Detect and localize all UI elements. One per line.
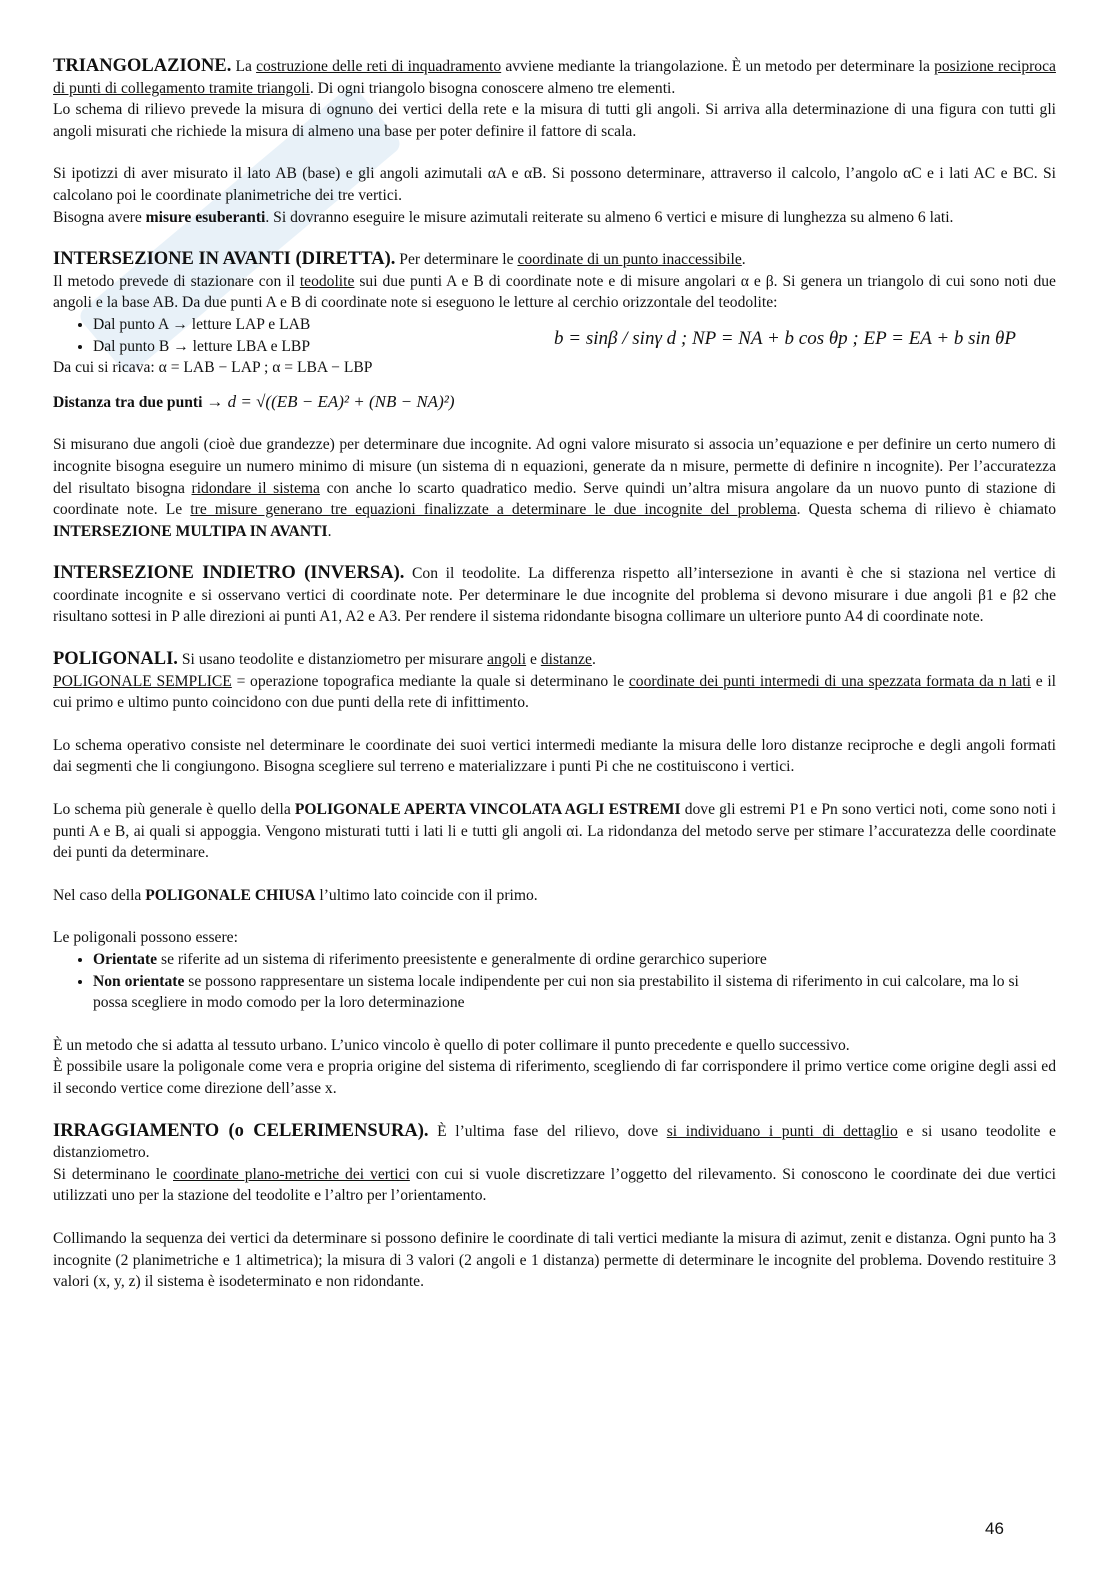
- triangolazione-esuberanti: Bisogna avere misure esuberanti. Si dovranno eseguire le misure azimutali reiterate su almeno 6 vertici e misure di lunghezza su almeno 6 lati.: [53, 208, 954, 226]
- distanza-line: Distanza tra due punti → d = √((EB − EA)² + (NB − NA)²): [53, 391, 455, 411]
- poligonali-chiusa: Nel caso della POLIGONALE CHIUSA l’ultimo lato coincide con il primo.: [53, 886, 538, 904]
- triangolazione-heading: TRIANGOLAZIONE.: [53, 56, 232, 76]
- irraggiamento-collimando: Collimando la sequenza dei vertici da determinare si possono definire le coordinate di tali vertici mediante la misura di azimut, zenit e distanza. Ogni punto ha 3 incognite (2 planimetriche e 1 altimetrica); la misura di 3 valori (2 angoli e 1 distanza) permette di determinare le incognite del problema. Dovendo restituire 3 valori (x, y, z) il sistema è isodeterminato e non ridondante.: [53, 1229, 1056, 1291]
- avanti-ridondanza: Si misurano due angoli (cioè due grandezze) per determinare due incognite. Ad ogni valore misurato si associa un’equazione e per definire un certo numero di incognite bisogna eseguire un numero minimo di misure (un sistema di n equazioni, generate da n misure, permette di definire n incognite). Per l’accuratezza del risultato bisogna ridondare il sistema con anche lo scarto quadratico medio. Serve quindi un’altra misura angolare da un nuovo punto di stazione di coordinate note. Le tre misure generano tre equazioni finalizzate a determinare le due incognite del problema. Questa schema di rilievo è chiamato INTERSEZIONE MULTIPA IN AVANTI.: [53, 436, 1057, 540]
- avanti-intro: INTERSEZIONE IN AVANTI (DIRETTA). Per determinare le coordinate di un punto inaccessibile.: [53, 249, 746, 270]
- poligonali-intro: POLIGONALI. Si usano teodolite e distanziometro per misurare angoli e distanze.: [53, 649, 596, 670]
- avanti-metodo: Il metodo prevede di stazionare con il teodolite sui due punti A e B di coordinate note e di misure angolari α e β. Si genera un triangolo di cui sono noti due angoli e la base AB. Da due punti A e B di coordinate note si eseguono le letture al cerchio orizzontale del teodolite:: [53, 272, 1056, 312]
- poligonali-schema: Lo schema operativo consiste nel determinare le coordinate dei suoi vertici intermedi mediante la misura delle loro distanze reciproche e degli angoli formati dai segmenti che li congiungono. Bisogna scegliere sul terreno e materializzare i punti Pi che ne costituiscono i vertici.: [53, 736, 1056, 776]
- poligonale-semplice: POLIGONALE SEMPLICE = operazione topografica mediante la quale si determinano le coordinate dei punti intermedi di una spezzata formata da n lati e il cui primo e ultimo punto coincidono con due punti della rete di infittimento.: [53, 672, 1057, 712]
- avanti-formula: b = sinβ / sinγ d ; NP = NA + b cos θp ; EP = EA + b sin θP: [554, 327, 1016, 349]
- poligonali-tipi-list: [53, 949, 1056, 1014]
- page-number: 46: [985, 1519, 1004, 1538]
- irraggiamento-coordinate: Si determinano le coordinate plano-metriche dei vertici con cui si vuole discretizzare l’oggetto del rilevamento. Si conoscono le coordinate dei due vertici utilizzati uno per la stazione del teodolite e l’altro per l’orientamento.: [53, 1165, 1057, 1205]
- indietro-paragraph: INTERSEZIONE INDIETRO (INVERSA). Con il teodolite. La differenza rispetto all’intersezione in avanti è che si staziona nel vertice di coordinate incognite e si osservano vertici di coordinate note. Per determinare le due incognite del problema si devono misurare i due angoli β1 e β2 che risultano sottesi in P alle direzioni ai punti A1, A2 e A3. Per rendere il sistema ridondante bisogna collimare un ulteriore punto A4 di coordinate note.: [53, 563, 1056, 626]
- list-item: • Orientate se riferite ad un sistema di riferimento preesistente e generalmente di ordine gerarchico superiore: [93, 949, 1056, 971]
- indietro-heading: INTERSEZIONE INDIETRO (INVERSA).: [53, 563, 405, 584]
- poligonali-heading: POLIGONALI.: [53, 649, 178, 670]
- list-item: • Dal punto A → letture LAP e LAB: [93, 314, 1056, 336]
- poligonali-origine: È possibile usare la poligonale come vera e propria origine del sistema di riferimento, scegliendo di far corrispondere il primo vertice come origine degli assi ed il secondo vertice come direzione dell’asse x.: [53, 1058, 1056, 1097]
- triangolazione-paragraph: TRIANGOLAZIONE. La costruzione delle reti di inquadramento avviene mediante la triangolazione. È un metodo per determinare la posizione reciproca di punti di collegamento tramite triangoli. Di ogni triangolo bisogna conoscere almeno tre elementi.: [53, 56, 1056, 97]
- poligonali-urbano: È un metodo che si adatta al tessuto urbano. L’unico vincolo è quello di poter collimare il punto precedente e quello successivo.: [53, 1036, 850, 1054]
- poligonali-tipi: Le poligonali possono essere:: [53, 929, 238, 947]
- poligonali-aperta: Lo schema più generale è quello della POLIGONALE APERTA VINCOLATA AGLI ESTREMI dove gli estremi P1 e Pn sono vertici noti, come sono noti i punti A e B, ai quali si appoggia. Vengono misturati tutti i lati li e tutti gli angoli αi. La ridondanza del metodo serve per stimare l’accuratezza delle coordinate dei punti da determinare.: [53, 801, 1056, 862]
- list-item: • Non orientate se possono rappresentare un sistema locale indipendente per cui non sia prestabilito il sistema di riferimento in cui calcolare, ma lo si possa scegliere in modo comodo per la loro determinazione: [93, 971, 1056, 1014]
- list-item: • Dal punto B → letture LBA e LBP: [93, 336, 1056, 358]
- irraggiamento-intro: IRRAGGIAMENTO (o CELERIMENSURA). È l’ultima fase del rilievo, dove si individuano i punti di dettaglio e si usano teodolite e distanziometro.: [53, 1120, 1056, 1162]
- document-page: [53, 56, 1056, 1293]
- distanza-formula: → d = √((EB − EA)² + (NB − NA)²): [206, 391, 455, 411]
- triangolazione-ipotesi: Si ipotizzi di aver misurato il lato AB (base) e gli angoli azimutali αA e αB. Si possono determinare, attraverso il calcolo, l’angolo αC e i lati AC e BC. Si calcolano poi le coordinate planimetriche dei tre vertici.: [53, 165, 1056, 204]
- irraggiamento-heading: IRRAGGIAMENTO (o CELERIMENSURA).: [53, 1120, 429, 1141]
- avanti-ricava: Da cui si ricava: α = LAB − LAP ; α = LBA − LBP: [53, 359, 373, 377]
- triangolazione-schema: Lo schema di rilievo prevede la misura di ognuno dei vertici della rete e la misura di tutti gli angoli. Si arriva alla determinazione di una figura con tutti gli angoli misurati che richiede la misura di almeno una base per poter definire il fattore di scala.: [53, 101, 1056, 140]
- avanti-heading: INTERSEZIONE IN AVANTI (DIRETTA).: [53, 249, 396, 270]
- avanti-letture-block: [53, 314, 1056, 379]
